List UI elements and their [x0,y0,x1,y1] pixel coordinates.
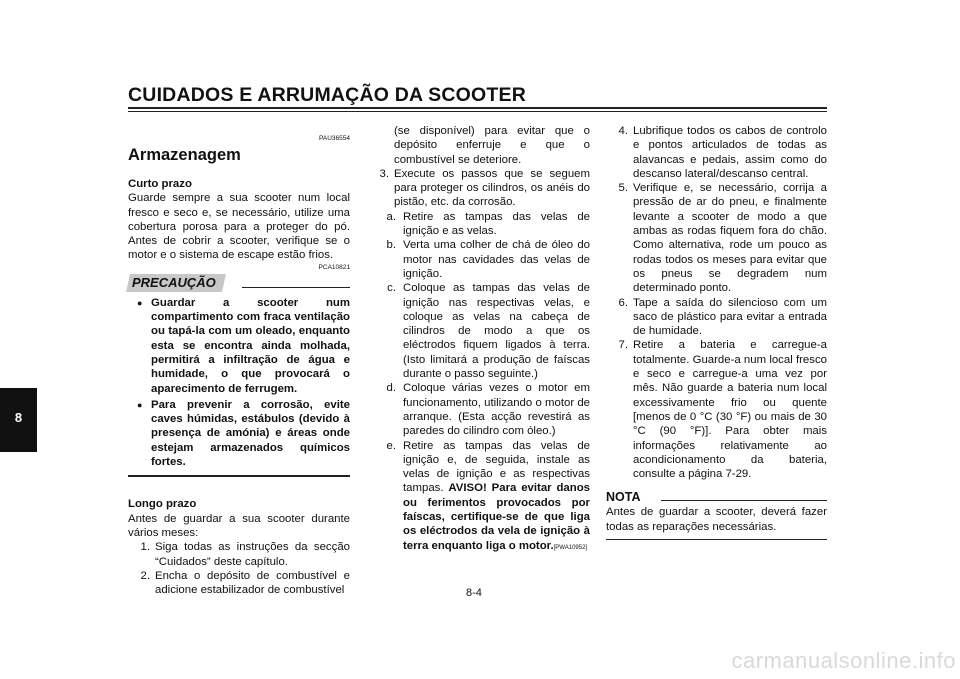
long-term-heading: Longo prazo [128,498,197,511]
caution-bullet [128,296,350,396]
warning-text: AVISO! Para evitar danos ou ferimentos provocados por faíscas, certifique-se de que liga os eléctrodos da vela de ignição à terra enquanto liga o motor. [403,482,590,552]
section-code: PAU36554 [319,135,350,142]
sub-letter: d. [386,382,396,395]
list-item [606,124,827,181]
list-item [606,296,827,339]
list-number: 2. [140,569,150,582]
list-number: 7. [618,339,628,352]
list-number: 3. [379,167,389,180]
chapter-tab [0,388,37,452]
sub-letter: b. [386,239,396,252]
short-term-text: Guarde sempre a sua scooter num local fresco e seco e, se necessário, utilize uma cobertura porosa para a proteger do pó. Antes de cobrir a scooter, verifique se o motor e o sistema de escape estão frios. [128,192,350,262]
list-text: Encha o depósito de combustível e adicione estabilizador de combustível [155,569,350,597]
title-rule-thick [128,107,827,109]
list-number: 5. [618,182,628,195]
list-item [606,338,827,481]
list-text: Lubrifique todos os cabos de controlo e pontos articulados de todas as alavancas e pedais, assim como do descanso lateral/descanso central. [633,125,827,180]
page-title: CUIDADOS E ARRUMAÇÃO DA SCOOTER [128,84,527,106]
list-item [372,167,590,210]
note-text: Antes de guardar a scooter, deverá fazer todas as reparações necessárias. [606,506,827,533]
caution-bullet [128,398,350,469]
note-label: NOTA [606,490,641,505]
sub-letter: c. [387,282,396,295]
note-header [606,489,827,505]
list-text: Tape a saída do silencioso com um saco de plástico para evitar a entrada de humidade. [633,296,827,338]
short-term-heading: Curto prazo [128,178,192,190]
note-rule [661,500,828,501]
sub-letter: e. [386,439,396,452]
list-number: 6. [618,296,628,309]
sub-text: Coloque as tampas das velas de ignição nas respectivas velas, e coloque as velas na cabeça de cilindros de modo a que os eléctrodos fiquem ligados à terra. (Isto limitará a produção de faíscas durante o passo seguinte.) [403,282,590,381]
caution-rule [242,287,350,288]
section-heading: Armazenagem [128,146,241,164]
sub-item [372,238,590,281]
caution-bullet-text: Para prevenir a corrosão, evite caves húmidas, estábulos (devido à presença de amónia) e áreas onde estejam armazenados químicos fortes. [151,398,350,469]
caution-code: PCA10821 [318,263,350,271]
list-item [128,540,350,569]
caution-label: PRECAUÇÃO [132,274,216,290]
sub-text: Verta uma colher de chá de óleo do motor nas cavidades das velas de ignição. [403,239,590,280]
sub-text: Retire as tampas das velas de ignição e as velas. [403,210,590,238]
list-text: Siga todas as instruções da secção “Cuidados” deste capítulo. [155,541,350,568]
list-item-continuation [372,124,590,167]
sub-item [372,439,590,555]
sub-text [403,439,590,555]
list-item [606,181,827,295]
bullet-icon: ● [137,297,143,308]
sub-text: Coloque várias vezes o motor em funcionamento, utilizando o motor de arranque. (Esta acção revestirá as paredes do cilindro com óleo.) [403,382,590,438]
column-2 [372,124,590,555]
column-3 [606,124,827,540]
list-text: (se disponível) para evitar que o depósito enferruje e que o combustível se deteriore. [394,125,590,166]
sub-text-plain: Retire as tampas das velas de ignição e, de seguida, instale as velas de ignição e as respectivas tampas. [403,439,590,495]
list-text: Execute os passos que se seguem para proteger os cilindros, os anéis do pistão, etc. da corrosão. [394,167,590,209]
caution-header [128,272,350,294]
column-1 [128,135,350,597]
title-rule-thin [128,111,827,112]
sub-item [372,381,590,438]
list-number: 1. [140,541,150,554]
caution-label-box [126,274,226,292]
list-text: Retire a bateria e carregue-a totalmente. Guarde-a num local fresco e seco e carregue-a uma vez por mês. Não guarde a bateria num local excessivamente frio ou quente [menos de 0 °C (30 °F) ou mais de 30 °C (90 °F)]. Para obter mais informações relativamente ao acondicionamento da bateria, consulte a página 7-29. [633,339,827,481]
caution-bullet-text: Guardar a scooter num compartimento com fraca ventilação ou tapá-la com um oleado, enquanto esta se encontra ainda molhada, permitirá a infiltração de água e humidade, o que provocará o aparecimento de ferrugem. [151,296,350,395]
sub-letter: a. [386,210,396,223]
long-term-text: Antes de guardar a sua scooter durante vários meses: [128,512,350,539]
sub-item [372,281,590,381]
list-item [128,569,350,598]
bullet-icon: ● [137,399,143,410]
page-number: 8-4 [466,587,482,599]
list-text: Verifique e, se necessário, corrija a pressão de ar do pneu, e finalmente levante a scooter de modo a que ambas as rodas fiquem fora do chão. Como alternativa, rode um pouco as rodas todos os meses para evitar que os pneus se degradem num determinado ponto. [633,182,827,295]
warning-code: [PWA10952] [553,544,588,551]
sub-item [372,210,590,239]
watermark: carmanualsonline.info [731,648,956,673]
list-number: 4. [618,125,628,137]
chapter-tab-number: 8 [14,410,23,425]
note-end-rule [606,539,827,540]
